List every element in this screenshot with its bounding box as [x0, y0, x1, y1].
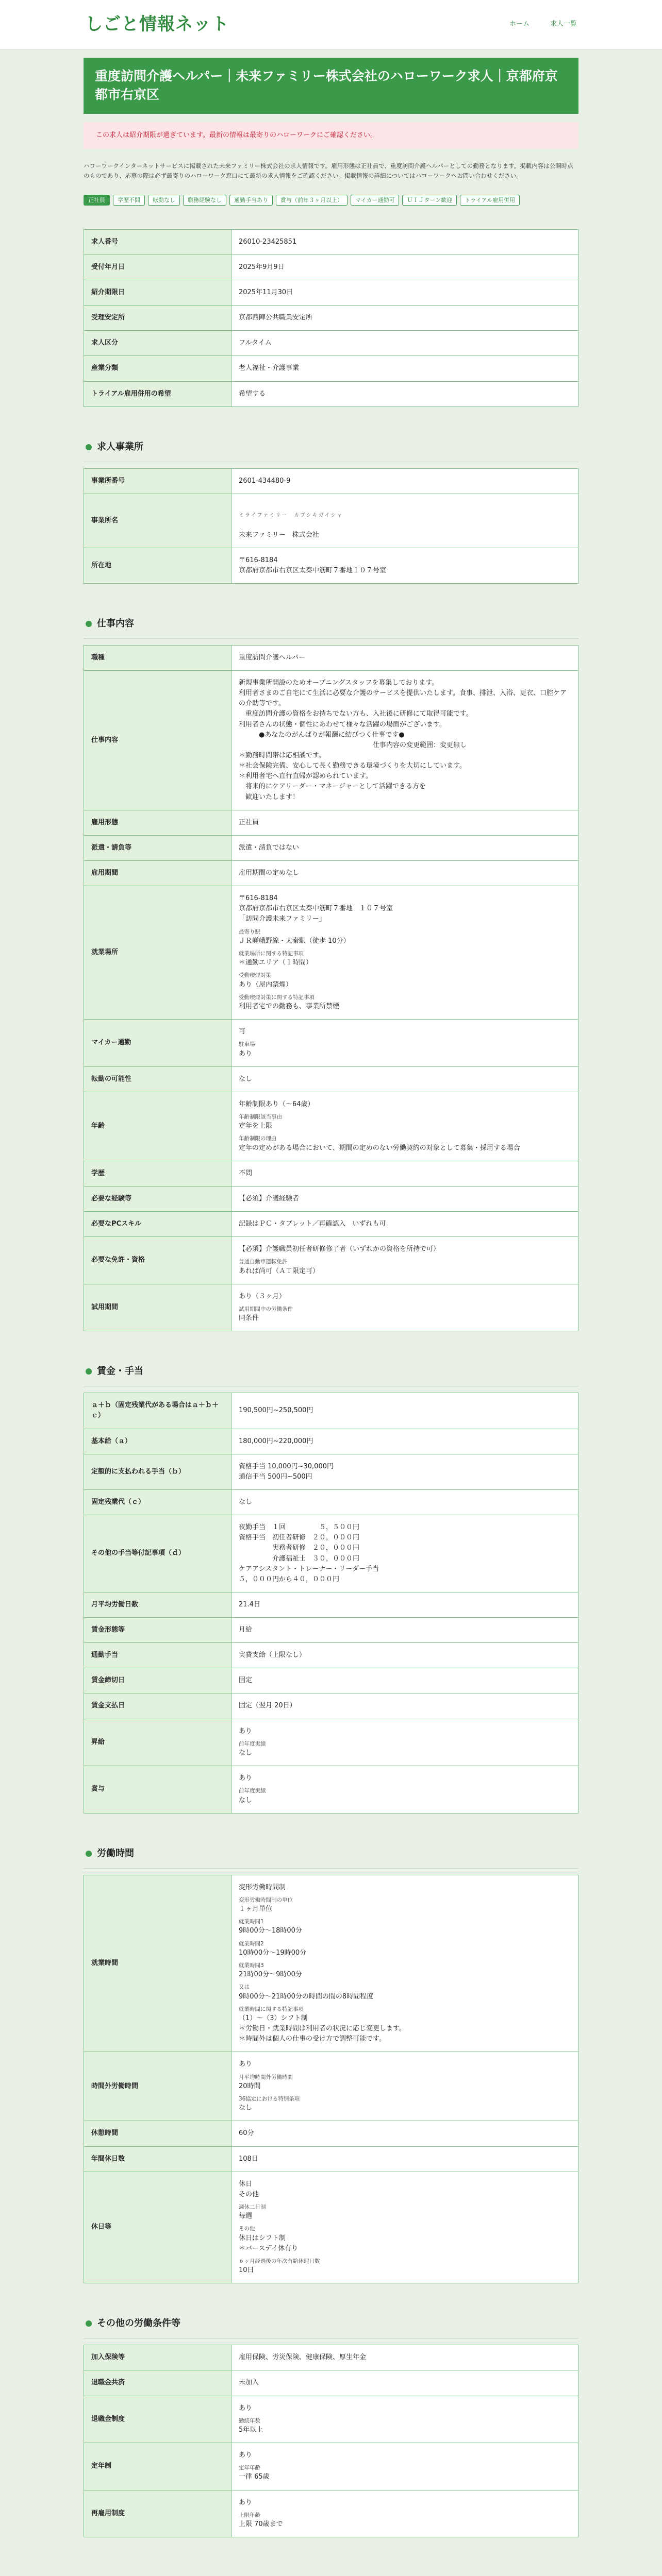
row-value-text: あり	[239, 2498, 253, 2506]
section-bullet-icon	[86, 444, 92, 450]
disclaimer-text: ハローワークインターネットサービスに掲載された未来ファミリー株式会社の求人情報です。雇用形態は正社員で、重度訪問介護ヘルパーとしての勤務となります。掲載内容は公開時点のものであり、応募の際は必ず最寄りのハローワーク窓口にて最新の求人情報をご確認ください。掲載情報の詳細についてはハローワークへお問い合わせください。	[84, 162, 573, 180]
row-value	[231, 1284, 578, 1331]
section-wages-heading	[84, 1357, 578, 1386]
row-label: 事業所名	[84, 494, 231, 548]
row-sub-value: 10日	[239, 2266, 254, 2275]
row-value	[231, 1489, 578, 1515]
row-value-text: 〒616-8184 京都府京都市右京区太秦中筋町７番地 １０７号室 「訪問介護未来ファミリー」	[239, 894, 393, 923]
job-table	[84, 645, 578, 1331]
nav-search-link[interactable]: 求人一覧	[550, 20, 577, 28]
table-row	[84, 1515, 578, 1592]
section-title: その他の労働条件等	[97, 2318, 180, 2329]
table-row	[84, 356, 578, 381]
row-sub-label: その他	[239, 2226, 255, 2232]
row-sub-label: 受動喫煙対策に関する特記事項	[239, 994, 315, 1001]
row-value-text: あり	[239, 1774, 253, 1783]
tag-list	[84, 195, 578, 206]
row-value	[231, 1592, 578, 1617]
row-sub-label: 就業場所に関する特記事項	[239, 950, 304, 957]
row-value	[231, 1186, 578, 1211]
row-value-text: 不問	[239, 1169, 253, 1177]
table-row	[84, 2490, 578, 2537]
row-sub-label: 勤続年数	[239, 2417, 260, 2424]
row-sub-value: あり	[239, 1049, 253, 1058]
table-row	[84, 861, 578, 886]
row-sub-value: なし	[239, 2104, 253, 2112]
row-value	[231, 810, 578, 835]
row-sub-value: 10時00分～19時00分	[239, 1948, 307, 1957]
row-value	[231, 331, 578, 356]
row-value	[231, 2345, 578, 2370]
row-label: 年齢	[84, 1092, 231, 1161]
table-row	[84, 2052, 578, 2121]
row-value	[231, 2052, 578, 2121]
row-label: トライアル雇用併用の希望	[84, 381, 231, 406]
row-value	[231, 1393, 578, 1429]
row-sub-value: その他	[239, 2190, 259, 2198]
row-value	[231, 2172, 578, 2283]
row-value-text: 派遣・請負ではない	[239, 843, 300, 852]
tag-badge: 職務経験なし	[183, 195, 226, 206]
row-sub-label: 試用期間中の労働条件	[239, 1306, 293, 1312]
row-sub-value: ＊通勤エリア（１時間）	[239, 959, 313, 967]
row-label: 賞与	[84, 1766, 231, 1814]
row-value-text: 変形労働時間制	[239, 1883, 286, 1891]
row-sub-label: ６ヶ月経過後の年次有給休暇日数	[239, 2258, 320, 2264]
row-label: 再雇用制度	[84, 2490, 231, 2537]
row-label: 休日等	[84, 2172, 231, 2283]
row-value-text: あり（３ヶ月）	[239, 1292, 286, 1300]
table-row	[84, 1693, 578, 1719]
row-value-text: なし	[239, 1075, 253, 1083]
section-bullet-icon	[86, 2320, 92, 2327]
table-row	[84, 1766, 578, 1814]
page-title: 重度訪問介護ヘルパー｜未来ファミリー株式会社のハローワーク求人｜京都府京都市右京区	[84, 58, 578, 114]
row-value-text: 年齢制限あり（～64歳）	[239, 1100, 315, 1108]
row-value	[231, 2490, 578, 2537]
row-sub-value: なし	[239, 1796, 253, 1804]
row-value-text: 2025年11月30日	[239, 289, 293, 297]
row-label: 年間休日数	[84, 2146, 231, 2172]
row-sub-value: 定年の定めがある場合において、期間の定めのない労働契約の対象として募集・採用する場合	[239, 1144, 520, 1152]
employer-table	[84, 468, 578, 584]
row-sub-value: 利用者宅での勤務も、事業所禁煙	[239, 1003, 340, 1011]
row-label: マイカー通勤	[84, 1020, 231, 1067]
row-sub-label: 変形労働時間制の単位	[239, 1896, 293, 1903]
row-value-text: あり	[239, 2404, 253, 2412]
table-row	[84, 1618, 578, 1643]
row-value-text: 【必須】介護経験者	[239, 1194, 300, 1202]
row-label: 就業場所	[84, 886, 231, 1020]
table-row	[84, 2172, 578, 2283]
table-row	[84, 494, 578, 548]
row-label: 賃金締切日	[84, 1668, 231, 1693]
row-label: 休憩時間	[84, 2121, 231, 2146]
hours-table	[84, 1875, 578, 2284]
row-value-text: 実費支給（上限なし）	[239, 1651, 306, 1659]
row-value-text: 新規事業所開設のためオープニングスタッフを募集しております。 利用者さまのご自宅にて生活に必要な介護のサービスを提供いたします。食事、排泄、入浴、更衣、口腔ケアの介助等です。 重度訪問介護の資格をお持ちでない方も、入社後に研修にて取得可能です。 利用者さんの状態・個性にあわせて様々な活躍の場面がございます。 ●あなたのがんばりが報酬に結びつく仕事です● 仕事内容の変更範囲：変更無し ＊勤務時間帯は応相談です。 ＊社会保険完備、安心して長く勤務できる環境づくりを大切にしています。 ＊利用者宅へ直行直帰が認められています。 将来的にケアリーダー・マネージャーとして活躍できる方を 歓迎いたします！	[239, 679, 567, 801]
row-value	[231, 1092, 578, 1161]
row-sub-value: 同条件	[239, 1314, 259, 1323]
table-row	[84, 810, 578, 835]
row-sub-label: 月平均時間外労働時間	[239, 2074, 293, 2080]
row-label: 退職金共済	[84, 2370, 231, 2396]
row-sub-label: 受動喫煙対策	[239, 972, 271, 979]
table-row	[84, 1668, 578, 1693]
table-row	[84, 1643, 578, 1668]
row-value	[231, 645, 578, 670]
row-value-text: 60分	[239, 2129, 254, 2138]
table-row	[84, 1020, 578, 1067]
row-label: 必要な経験等	[84, 1186, 231, 1211]
row-value	[231, 861, 578, 886]
row-sub-label: 又は	[239, 1984, 250, 1991]
row-value	[231, 1719, 578, 1766]
table-row	[84, 331, 578, 356]
row-value	[231, 381, 578, 406]
table-row	[84, 886, 578, 1020]
tag-badge: トライアル雇用併用	[460, 195, 520, 206]
table-row	[84, 381, 578, 406]
row-sub-value: １ヶ月単位	[239, 1905, 273, 1913]
row-label: 就業時間	[84, 1875, 231, 2052]
row-label: 所在地	[84, 548, 231, 583]
table-row	[84, 229, 578, 255]
row-value	[231, 1212, 578, 1237]
row-value-text: 資格手当 10,000円~30,000円 通信手当 500円~500円	[239, 1462, 334, 1481]
site-logo[interactable]: しごと情報ネット	[85, 14, 229, 35]
row-value-text: 108日	[239, 2155, 258, 2163]
row-value-text: 【必須】介護職員初任者研修修了者（いずれかの資格を所持で可）	[239, 1245, 440, 1253]
row-value-text: 京都西陣公共職業安定所	[239, 314, 313, 322]
row-value	[231, 2370, 578, 2396]
row-sub-value: 21時00分～9時00分	[239, 1971, 302, 1979]
row-label: 必要な免許・資格	[84, 1237, 231, 1284]
row-value	[231, 1668, 578, 1693]
row-label: 事業所番号	[84, 468, 231, 494]
row-label: 産業分類	[84, 356, 231, 381]
tag-badge: 賞与（前年３ヶ月以上）	[276, 195, 347, 206]
row-label: 基本給（ａ）	[84, 1429, 231, 1454]
table-row	[84, 1284, 578, 1331]
employer-name: 未来ファミリー 株式会社	[239, 531, 319, 539]
tag-badge: 転勤なし	[148, 195, 180, 206]
row-sub-label: 年齢制限該当事由	[239, 1114, 282, 1121]
employer-name-ruby: ミライファミリー カブシキガイシャ	[239, 512, 343, 518]
row-sub-label: 就業時間2	[239, 1940, 264, 1947]
row-value-text: 190,500円~250,500円	[239, 1406, 313, 1415]
row-label: 受付年月日	[84, 255, 231, 280]
row-value-text: 未加入	[239, 2379, 259, 2387]
row-value	[231, 886, 578, 1020]
row-label: 賃金支払日	[84, 1693, 231, 1719]
row-sub-value: 9時00分～18時00分	[239, 1927, 302, 1935]
row-value	[231, 255, 578, 280]
table-row	[84, 645, 578, 670]
row-sub-label: 就業時間3	[239, 1962, 264, 1969]
row-value-text: 休日	[239, 2180, 253, 2188]
tag-badge: ＵＩＪターン歓迎	[402, 195, 457, 206]
row-value	[231, 1066, 578, 1092]
table-row	[84, 2443, 578, 2490]
row-value-text: 21.4日	[239, 1600, 260, 1608]
employer-address: 〒616-8184 京都府京都市右京区太秦中筋町７番地１０７号室	[231, 548, 578, 583]
row-value	[231, 2396, 578, 2443]
row-label: 固定残業代（ｃ）	[84, 1489, 231, 1515]
row-sub-value: 休日はシフト制 ＊バースデイ休有り	[239, 2234, 299, 2252]
basic-info-table	[84, 229, 578, 407]
row-sub-value: 20時間	[239, 2082, 261, 2090]
row-value	[231, 494, 578, 548]
table-row	[84, 280, 578, 306]
row-value	[231, 1237, 578, 1284]
row-label: 学歴	[84, 1161, 231, 1186]
table-row	[84, 2370, 578, 2396]
row-sub-label: 年齢制限の理由	[239, 1136, 277, 1142]
row-label: 賃金形態等	[84, 1618, 231, 1643]
row-value-text: 正社員	[239, 818, 259, 826]
section-other-heading	[84, 2309, 578, 2338]
row-value	[231, 1515, 578, 1592]
row-label: 求人番号	[84, 229, 231, 255]
table-row	[84, 1719, 578, 1766]
tag-badge: 学歴不問	[113, 195, 145, 206]
row-value	[231, 1454, 578, 1489]
table-row	[84, 1066, 578, 1092]
section-bullet-icon	[86, 621, 92, 627]
expired-notice: この求人は紹介期限が過ぎています。最新の情報は最寄りのハローワークにご確認ください。	[84, 122, 578, 149]
row-sub-value: 毎週	[239, 2212, 253, 2221]
row-value	[231, 2121, 578, 2146]
row-value	[231, 1161, 578, 1186]
row-sub-label: 最寄り駅	[239, 928, 260, 935]
row-value: 2601-434480-9	[231, 468, 578, 494]
row-value	[231, 835, 578, 860]
main-nav	[509, 19, 577, 29]
row-sub-label: 駐車場	[239, 1041, 255, 1048]
table-row	[84, 548, 578, 583]
row-value	[231, 1766, 578, 1814]
row-value-text: 雇用保険、労災保険、健康保険、厚生年金	[239, 2353, 367, 2362]
row-value-text: 180,000円~220,000円	[239, 1437, 313, 1445]
row-sub-value: 一律 65歳	[239, 2473, 270, 2481]
section-title: 仕事内容	[97, 618, 134, 629]
table-row	[84, 1237, 578, 1284]
row-label: 求人区分	[84, 331, 231, 356]
tag-badge: 正社員	[84, 195, 110, 206]
row-label: 転勤の可能性	[84, 1066, 231, 1092]
table-row	[84, 1429, 578, 1454]
row-label: 雇用形態	[84, 810, 231, 835]
table-row	[84, 2146, 578, 2172]
section-title: 賃金・手当	[97, 1366, 143, 1377]
row-value	[231, 306, 578, 331]
row-value-text: 重度訪問介護ヘルパー	[239, 653, 306, 662]
table-row	[84, 468, 578, 494]
row-value	[231, 1618, 578, 1643]
row-value-text: 固定	[239, 1676, 253, 1685]
table-row	[84, 1875, 578, 2052]
row-value-text: あり	[239, 2060, 253, 2069]
row-value	[231, 280, 578, 306]
row-label: 定額的に支払われる手当（ｂ）	[84, 1454, 231, 1489]
row-sub-label: 前年度実績	[239, 1740, 266, 1747]
table-row	[84, 2345, 578, 2370]
row-value-text: 固定（翌月 20日）	[239, 1702, 296, 1710]
row-value	[231, 671, 578, 810]
tag-badge: 通勤手当あり	[229, 195, 273, 206]
row-label: 必要なPCスキル	[84, 1212, 231, 1237]
table-row	[84, 835, 578, 860]
section-bullet-icon	[86, 1851, 92, 1857]
row-sub-value: 上限 70歳まで	[239, 2520, 283, 2529]
row-value	[231, 1429, 578, 1454]
row-value-text: あり	[239, 2451, 253, 2460]
row-sub-value: なし	[239, 1749, 253, 1757]
row-label: 時間外労働時間	[84, 2052, 231, 2121]
table-row	[84, 1393, 578, 1429]
other-table	[84, 2345, 578, 2537]
row-label: 仕事内容	[84, 671, 231, 810]
row-label: 紹介期限日	[84, 280, 231, 306]
row-label: 加入保険等	[84, 2345, 231, 2370]
row-value	[231, 2443, 578, 2490]
table-row	[84, 1186, 578, 1211]
row-label: 職種	[84, 645, 231, 670]
section-title: 求人事業所	[97, 441, 143, 452]
row-sub-value: 定年を上限	[239, 1122, 273, 1130]
row-sub-value: 9時00分～21時00分の時間の間の8時間程度	[239, 1992, 374, 2001]
row-value-text: 26010-23425851	[239, 238, 297, 246]
row-sub-value: あり（屋内禁煙）	[239, 980, 293, 989]
table-row	[84, 671, 578, 810]
row-label: 退職金制度	[84, 2396, 231, 2443]
table-row	[84, 1161, 578, 1186]
row-value-text: あり	[239, 1727, 253, 1735]
row-value-text: 雇用期間の定めなし	[239, 869, 300, 877]
row-sub-label: 36協定における特別条項	[239, 2096, 300, 2103]
row-label: 受理安定所	[84, 306, 231, 331]
tag-badge: マイカー通勤可	[351, 195, 399, 206]
row-label: 月平均労働日数	[84, 1592, 231, 1617]
row-sub-label: 週休二日制	[239, 2204, 266, 2210]
row-value	[231, 2146, 578, 2172]
table-row	[84, 2121, 578, 2146]
row-value	[231, 356, 578, 381]
row-label: 試用期間	[84, 1284, 231, 1331]
row-value	[231, 1020, 578, 1067]
row-value-text: 記録はＰＣ・タブレット／再確認入 いずれも可	[239, 1220, 386, 1228]
row-label: 雇用期間	[84, 861, 231, 886]
table-row	[84, 1092, 578, 1161]
table-row	[84, 255, 578, 280]
row-sub-label: 前年度実績	[239, 1788, 266, 1794]
table-row	[84, 2396, 578, 2443]
row-label: 通勤手当	[84, 1643, 231, 1668]
row-value-text: 2025年9月9日	[239, 263, 285, 271]
table-row	[84, 1489, 578, 1515]
row-sub-label: 就業時間に関する特記事項	[239, 2006, 304, 2012]
row-sub-value: ＪＲ嵯峨野線・太秦駅（徒歩 10分）	[239, 937, 350, 945]
row-sub-value: 5年以上	[239, 2426, 263, 2434]
wages-table	[84, 1393, 578, 1813]
table-row	[84, 1592, 578, 1617]
section-title: 労働時間	[97, 1848, 134, 1859]
main-content	[84, 58, 578, 2537]
row-value	[231, 1875, 578, 2052]
row-value	[231, 1643, 578, 1668]
row-value-text: 月給	[239, 1626, 253, 1634]
section-hours-heading	[84, 1839, 578, 1869]
row-value	[231, 229, 578, 255]
row-label: 派遣・請負等	[84, 835, 231, 860]
row-sub-value: （1）～（3）シフト制 ＊労働日・就業時間は利用者の状況に応じ変更します。 ＊時間外は個人の仕事の受け方で調整可能です。	[239, 2014, 406, 2043]
row-value-text: 可	[239, 1028, 246, 1036]
row-label: その他の手当等付記事項（ｄ）	[84, 1515, 231, 1592]
section-bullet-icon	[86, 1368, 92, 1375]
row-value-text: フルタイム	[239, 339, 272, 347]
table-row	[84, 1212, 578, 1237]
nav-home-link[interactable]: ホーム	[509, 20, 529, 28]
row-sub-label: 普通自動車運転免許	[239, 1259, 288, 1265]
row-label: ａ＋ｂ（固定残業代がある場合はａ＋ｂ＋ｃ）	[84, 1393, 231, 1429]
section-job-heading	[84, 609, 578, 639]
table-row	[84, 306, 578, 331]
row-value-text: なし	[239, 1498, 253, 1506]
section-employer-heading	[84, 433, 578, 462]
site-header	[0, 0, 662, 49]
row-value	[231, 1693, 578, 1719]
row-sub-label: 定年年齢	[239, 2465, 260, 2471]
row-value-text: 希望する	[239, 389, 266, 398]
row-value-text: 夜勤手当 １回 ５，５００円 資格手当 初任者研修 ２０，０００円 実務者研修 ２０，０００円 介護福祉士 ３０，０００円 ケアアシスタント・トレーナー・リーダー手当 ５，０００円から４０，０００円	[239, 1523, 379, 1583]
row-sub-label: 就業時間1	[239, 1919, 264, 1925]
row-label: 定年制	[84, 2443, 231, 2490]
row-sub-label: 上限年齢	[239, 2512, 260, 2518]
row-label: 昇給	[84, 1719, 231, 1766]
row-value-text: 老人福祉・介護事業	[239, 364, 300, 372]
row-sub-value: あれば尚可（ＡＴ限定可）	[239, 1267, 320, 1275]
table-row	[84, 1454, 578, 1489]
